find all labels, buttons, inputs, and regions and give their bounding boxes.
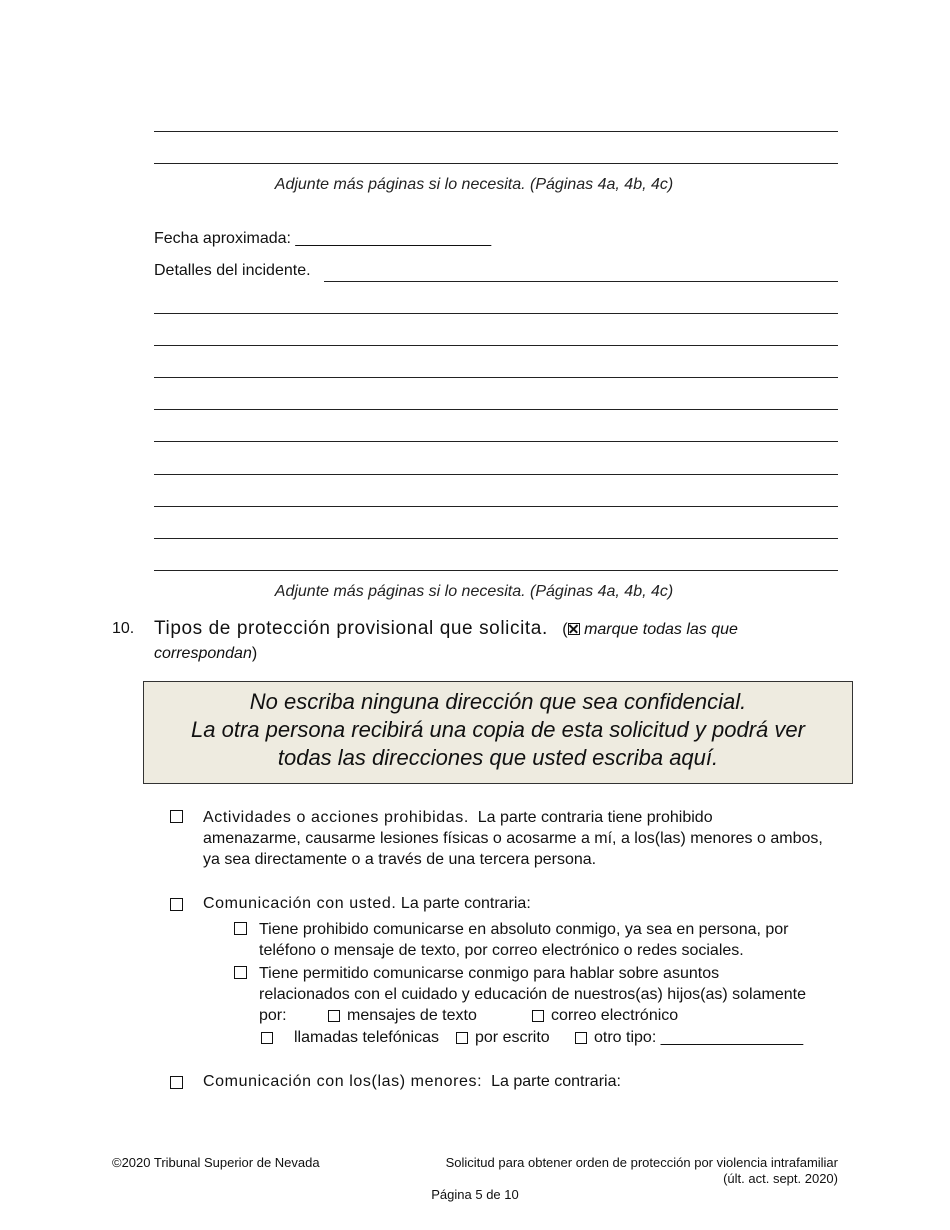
section-10-heading bbox=[154, 616, 844, 643]
option-title: Comunicación con los(las) menores: bbox=[203, 1073, 483, 1090]
details-line[interactable] bbox=[154, 313, 838, 314]
minors-communication-row: Comunicación con los(las) menores: La parte contraria: bbox=[203, 1073, 621, 1090]
communication-title-row: Comunicación con usted. La parte contraria: bbox=[203, 895, 531, 912]
details-line[interactable] bbox=[154, 506, 838, 507]
checked-box-icon bbox=[568, 623, 580, 635]
details-line[interactable] bbox=[154, 538, 838, 539]
date-label: Fecha aproximada: bbox=[154, 230, 291, 247]
warning-line: La otra persona recibirá una copia de esta solicitud y podrá ver bbox=[191, 717, 805, 742]
details-line[interactable] bbox=[154, 441, 838, 442]
email-label: correo electrónico bbox=[551, 1007, 679, 1024]
footer-page-number: Página 5 de 10 bbox=[431, 1187, 519, 1202]
section-hint: ( marque todas las que bbox=[562, 621, 738, 638]
confidential-warning-box bbox=[143, 681, 853, 784]
attach-pages-note: Adjunte más páginas si lo necesita. (Páginas 4a, 4b, 4c) bbox=[274, 583, 674, 600]
option-title: Actividades o acciones prohibidas. bbox=[203, 809, 469, 826]
other-row bbox=[594, 1029, 803, 1047]
text-messages-label: mensajes de texto bbox=[347, 1007, 477, 1024]
email-checkbox[interactable] bbox=[532, 1010, 544, 1022]
phone-calls-checkbox[interactable] bbox=[261, 1032, 273, 1044]
prohibited-activities-text: Actividades o acciones prohibidas. La parte contraria tiene prohibido amenazarme, causarme lesiones físicas o acosarme a mí, a los(las) menores o ambos, ya sea directamente o a través de una tercera persona. bbox=[203, 809, 823, 868]
limited-contact-checkbox[interactable] bbox=[234, 966, 247, 979]
details-line[interactable] bbox=[154, 377, 838, 378]
details-line[interactable] bbox=[154, 409, 838, 410]
written-label: por escrito bbox=[475, 1029, 550, 1046]
section-title: Tipos de protección provisional que solicita. bbox=[154, 618, 548, 639]
section-hint-cont: correspondan) bbox=[154, 645, 258, 662]
prohibited-activities-checkbox[interactable] bbox=[170, 810, 183, 823]
other-field[interactable]: ________________ bbox=[660, 1029, 804, 1046]
warning-line: No escriba ninguna dirección que sea confidencial. bbox=[249, 689, 747, 714]
contact-method-row-1: por: bbox=[259, 1007, 287, 1024]
details-label: Detalles del incidente. bbox=[154, 262, 311, 279]
communication-checkbox[interactable] bbox=[170, 898, 183, 911]
details-line[interactable] bbox=[154, 474, 838, 475]
section-number: 10. bbox=[112, 620, 135, 637]
no-contact-checkbox[interactable] bbox=[234, 922, 247, 935]
date-field[interactable]: ______________________ bbox=[295, 230, 492, 247]
other-checkbox[interactable] bbox=[575, 1032, 587, 1044]
details-line[interactable] bbox=[154, 570, 838, 571]
answer-line bbox=[154, 163, 838, 164]
footer-form-title: Solicitud para obtener orden de protección por violencia intrafamiliar bbox=[445, 1155, 838, 1170]
date-label-row bbox=[154, 230, 491, 248]
other-label: otro tipo: bbox=[594, 1029, 657, 1046]
answer-line bbox=[154, 131, 838, 132]
warning-line: todas las direcciones que usted escriba aquí. bbox=[277, 745, 719, 770]
no-contact-text: Tiene prohibido comunicarse en absoluto conmigo, ya sea en persona, por teléfono o mensaje de texto, por correo electrónico o redes sociales. bbox=[259, 921, 789, 959]
written-checkbox[interactable] bbox=[456, 1032, 468, 1044]
footer-copyright: ©2020 Tribunal Superior de Nevada bbox=[112, 1155, 320, 1170]
limited-contact-text: Tiene permitido comunicarse conmigo para hablar sobre asuntos relacionados con el cuidado y educación de nuestros(as) hijos(as) solamente bbox=[259, 965, 806, 1003]
minors-communication-checkbox[interactable] bbox=[170, 1076, 183, 1089]
footer-revision: (últ. act. sept. 2020) bbox=[723, 1171, 838, 1186]
details-first-line[interactable] bbox=[324, 281, 838, 282]
attach-pages-note: Adjunte más páginas si lo necesita. (Páginas 4a, 4b, 4c) bbox=[274, 176, 674, 193]
option-title: Comunicación con usted. bbox=[203, 895, 397, 912]
phone-calls-label: llamadas telefónicas bbox=[294, 1029, 439, 1046]
details-line[interactable] bbox=[154, 345, 838, 346]
text-messages-checkbox[interactable] bbox=[328, 1010, 340, 1022]
